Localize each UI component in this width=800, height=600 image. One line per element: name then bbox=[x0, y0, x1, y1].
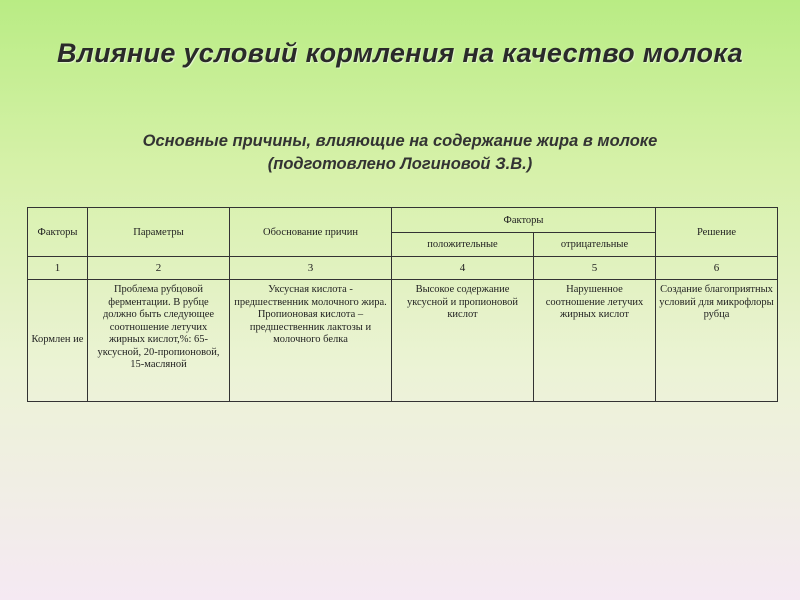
slide-author-note: (подготовлено Логиновой З.В.) bbox=[267, 155, 533, 173]
table-row bbox=[28, 280, 778, 402]
column-number: 5 bbox=[534, 257, 656, 280]
column-number-row bbox=[28, 257, 778, 280]
column-number: 4 bbox=[392, 257, 534, 280]
header-parameters: Параметры bbox=[88, 208, 230, 257]
cell-parameters: Проблема рубцовой ферментации. В рубце должно быть следующее соотношение летучих жирных кислот,%: 65-уксусной, 20-пропионовой, 15-масляной bbox=[88, 280, 230, 402]
cell-solution: Создание благоприятных условий для микрофлоры рубца bbox=[656, 280, 778, 402]
column-number: 1 bbox=[28, 257, 88, 280]
header-factors: Факторы bbox=[28, 208, 88, 257]
header-positive: положительные bbox=[392, 233, 534, 257]
cell-positive: Высокое содержание уксусной и пропионовой кислот bbox=[392, 280, 534, 402]
slide-title: Влияние условий кормления на качество молока bbox=[57, 38, 743, 68]
header-negative: отрицательные bbox=[534, 233, 656, 257]
header-factors-group: Факторы bbox=[392, 208, 656, 233]
cell-factor: Кормлен ие bbox=[28, 280, 88, 402]
factors-table bbox=[27, 207, 778, 402]
header-solution: Решение bbox=[656, 208, 778, 257]
slide-subtitle: Основные причины, влияющие на содержание жира в молоке bbox=[142, 132, 658, 150]
column-number: 6 bbox=[656, 257, 778, 280]
column-number: 2 bbox=[88, 257, 230, 280]
table-header-row bbox=[28, 208, 778, 233]
cell-justification: Уксусная кислота - предшественник молочного жира. Пропионовая кислота – предшественник лактозы и молочного белка bbox=[230, 280, 392, 402]
header-justification: Обоснование причин bbox=[230, 208, 392, 257]
column-number: 3 bbox=[230, 257, 392, 280]
cell-negative: Нарушенное соотношение летучих жирных кислот bbox=[534, 280, 656, 402]
